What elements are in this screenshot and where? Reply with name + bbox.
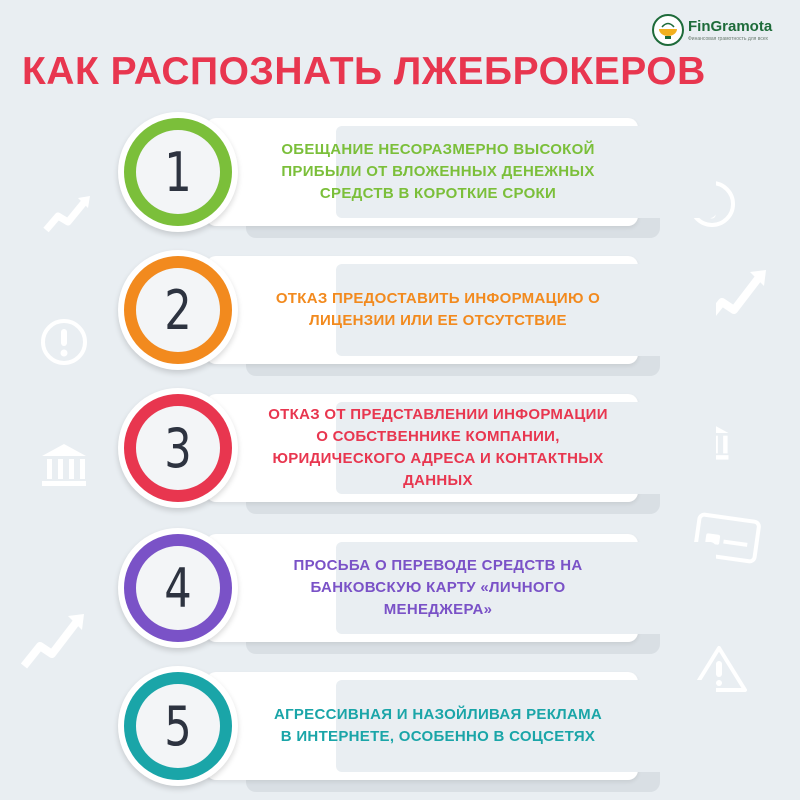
item-number: 4 <box>164 556 192 620</box>
chart-icon <box>42 190 92 240</box>
item-text: ОТКАЗ ОТ ПРЕДСТАВЛЕНИИ ИНФОРМАЦИИ О СОБСТВЕННИКЕ КОМПАНИИ, ЮРИДИЧЕСКОГО АДРЕСА И КОНТАКТНЫХ ДАННЫХ <box>268 406 608 489</box>
bowl-logo-icon <box>652 14 684 46</box>
item-text: АГРЕССИВНАЯ И НАЗОЙЛИВАЯ РЕКЛАМА В ИНТЕРНЕТЕ, ОСОБЕННО В СОЦСЕТЯХ <box>273 706 603 745</box>
brand-tagline: Финансовая грамотность для всех <box>688 35 769 42</box>
number-badge <box>118 528 238 648</box>
item-text: ПРОСЬБА О ПЕРЕВОДЕ СРЕДСТВ НА БАНКОВСКУЮ КАРТУ «ЛИЧНОГО МЕНЕДЖЕРА» <box>293 557 583 618</box>
item-text: ОБЕЩАНИЕ НЕСОРАЗМЕРНО ВЫСОКОЙ ПРИБЫЛИ ОТ ВЛОЖЕННЫХ ДЕНЕЖНЫХ СРЕДСТВ В КОРОТКИЕ СРОКИ <box>281 141 595 202</box>
chart-icon <box>18 606 88 676</box>
list-item-3 <box>118 394 658 512</box>
number-badge <box>118 112 238 232</box>
item-number: 3 <box>164 416 192 480</box>
list-item-2 <box>118 256 658 374</box>
item-number: 1 <box>164 140 192 204</box>
page-title: КАК РАСПОЗНАТЬ ЛЖЕБРОКЕРОВ <box>22 50 706 93</box>
list-item-5 <box>118 672 658 790</box>
item-text: ОТКАЗ ПРЕДОСТАВИТЬ ИНФОРМАЦИЮ О ЛИЦЕНЗИИ ИЛИ ЕЕ ОТСУТСТВИЕ <box>275 290 601 329</box>
bank-icon <box>38 440 90 490</box>
warning-circle-icon <box>40 318 88 366</box>
number-badge <box>118 666 238 786</box>
brand-logo <box>652 14 772 46</box>
item-number: 5 <box>164 694 192 758</box>
brand-name: FinGramota <box>688 17 773 35</box>
list-item-4 <box>118 534 658 652</box>
number-badge <box>118 388 238 508</box>
item-number: 2 <box>164 278 192 342</box>
list-item-1 <box>118 118 658 236</box>
number-badge <box>118 250 238 370</box>
